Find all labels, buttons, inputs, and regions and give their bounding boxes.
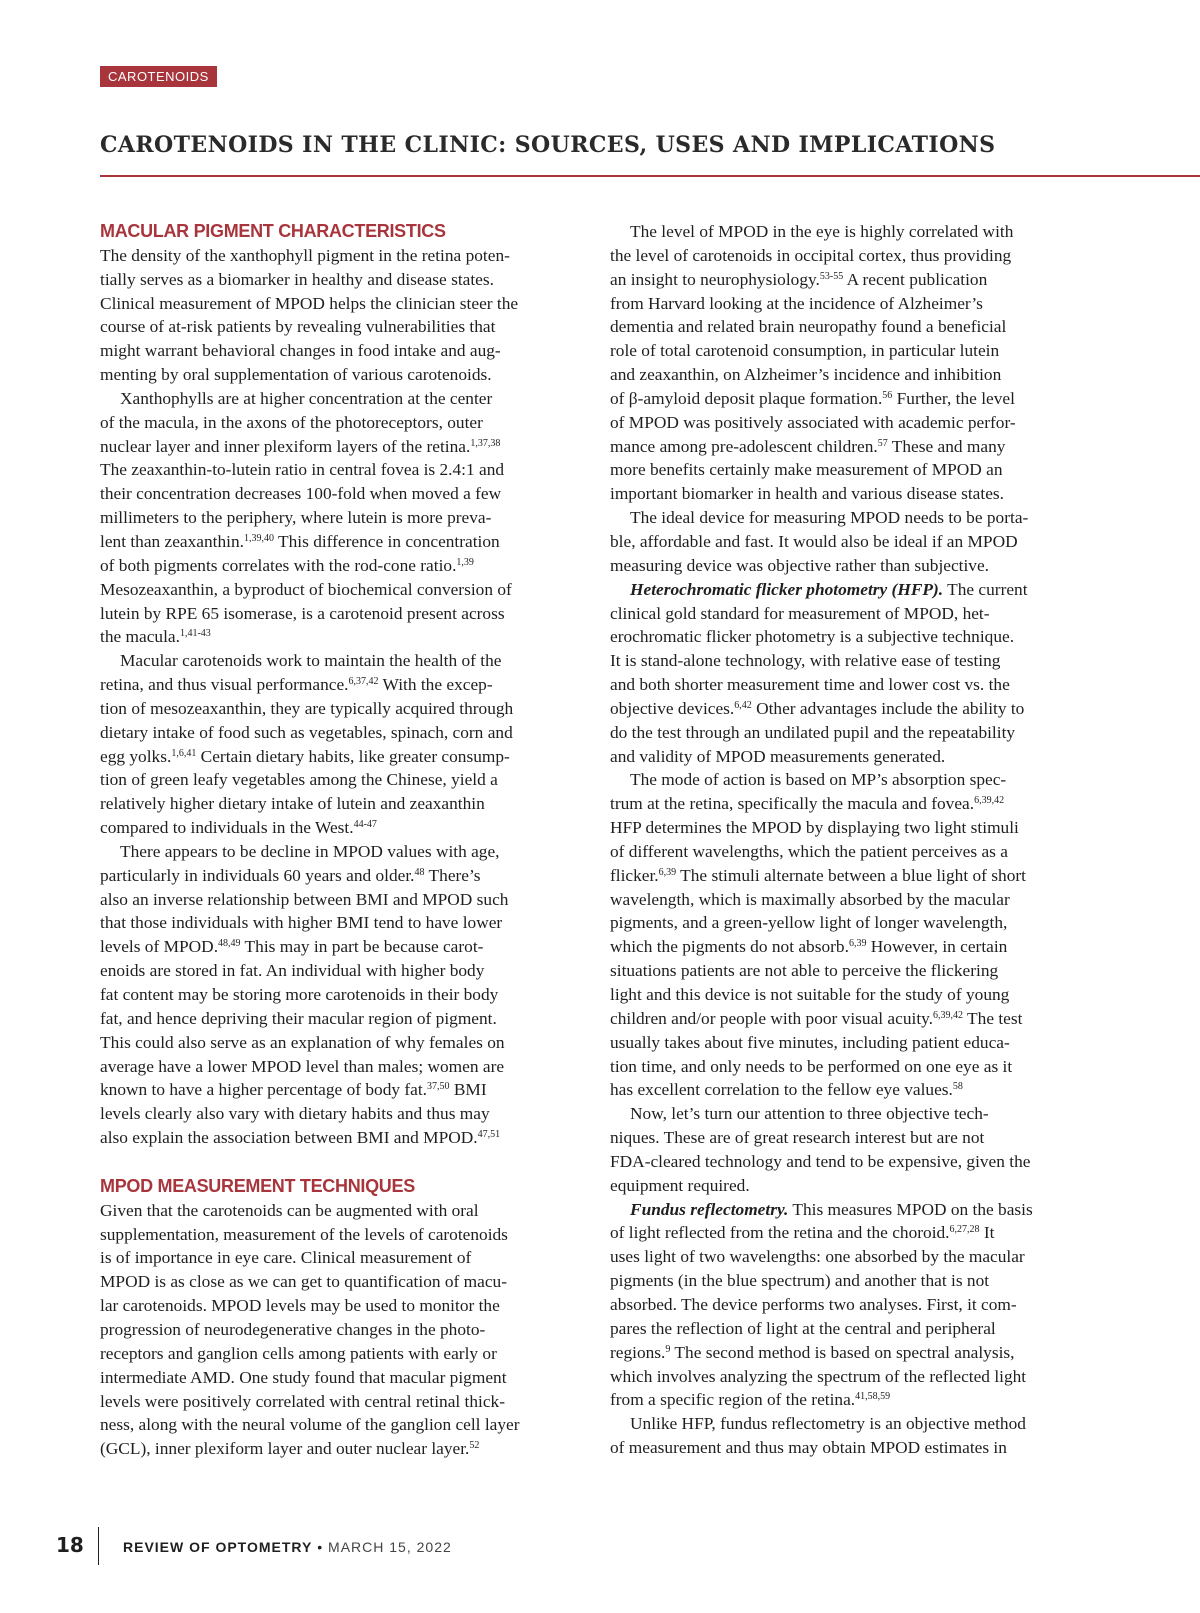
text-line: ness, along with the neural volume of the ganglion cell layer bbox=[100, 1415, 520, 1435]
text-run: trum at the retina, specifically the macula and fovea. bbox=[610, 794, 975, 814]
text-run: of both pigments correlates with the rod-cone ratio. bbox=[100, 555, 457, 575]
text-run: of β-amyloid deposit plaque formation. bbox=[610, 388, 883, 408]
text-line: which involves analyzing the spectrum of the reflected light bbox=[610, 1366, 1027, 1386]
text-run: It bbox=[979, 1223, 995, 1243]
section-tag: CAROTENOIDS bbox=[100, 66, 217, 87]
text-line: Macular carotenoids work to maintain the health of the bbox=[120, 651, 502, 671]
text-line: FDA-cleared technology and tend to be expensive, given the bbox=[610, 1151, 1031, 1171]
reference-superscript: 6,37,42 bbox=[348, 676, 379, 688]
text-line bbox=[610, 1388, 1090, 1412]
text-line: role of total carotenoid consumption, in particular lutein bbox=[610, 341, 1000, 361]
text-line: and zeaxanthin, on Alzheimer’s incidence and inhibition bbox=[610, 365, 1002, 385]
text-line bbox=[100, 816, 576, 840]
reference-superscript: 1,39,40 bbox=[244, 532, 274, 544]
reference-superscript: 6,27,28 bbox=[949, 1224, 980, 1236]
reference-superscript: 9 bbox=[665, 1343, 671, 1355]
reference-superscript: 52 bbox=[469, 1440, 480, 1452]
text-run: Other advantages include the ability to bbox=[751, 698, 1025, 718]
text-line bbox=[100, 1078, 576, 1102]
text-line bbox=[610, 387, 1090, 411]
text-line: pigments (in the blue spectrum) and another that is not bbox=[610, 1271, 990, 1291]
reference-superscript: 37,50 bbox=[427, 1081, 450, 1093]
text-line bbox=[610, 1007, 1090, 1031]
text-run: has excellent correlation to the fellow eye values. bbox=[610, 1080, 953, 1100]
text-run: However, in certain bbox=[866, 937, 1008, 957]
text-line: wavelength, which is maximally absorbed by the macular bbox=[610, 889, 1010, 909]
text-run: an insight to neurophysiology. bbox=[610, 269, 820, 289]
text-run: compared to individuals in the West. bbox=[100, 818, 354, 838]
text-line: The ideal device for measuring MPOD needs to be porta- bbox=[630, 508, 1029, 528]
text-run: (GCL), inner plexiform layer and outer nuclear layer. bbox=[100, 1439, 470, 1459]
text-run: also explain the association between BMI and MPOD. bbox=[100, 1128, 478, 1148]
text-run: children and/or people with poor visual acuity. bbox=[610, 1008, 934, 1028]
text-line: levels were positively correlated with central retinal thick- bbox=[100, 1391, 506, 1411]
reference-superscript: 6,39 bbox=[658, 866, 677, 878]
text-line: also an inverse relationship between BMI and MPOD such bbox=[100, 889, 509, 909]
text-line: of the macula, in the axons of the photoreceptors, outer bbox=[100, 412, 483, 432]
text-line: pares the reflection of light at the central and peripheral bbox=[610, 1318, 996, 1338]
text-line: fat content may be storing more carotenoids in their body bbox=[100, 985, 499, 1004]
footer-bullet: • bbox=[312, 1539, 329, 1555]
text-line: progression of neurodegenerative changes in the photo- bbox=[100, 1319, 486, 1339]
text-run: This measures MPOD on the basis bbox=[788, 1199, 1033, 1219]
text-line bbox=[100, 864, 576, 888]
text-run: egg yolks. bbox=[100, 746, 172, 766]
text-line bbox=[610, 578, 1090, 602]
text-line: clinical gold standard for measurement of MPOD, het- bbox=[610, 603, 990, 623]
text-line: Clinical measurement of MPOD helps the clinician steer the bbox=[100, 293, 519, 313]
issue-date: MARCH 15, 2022 bbox=[328, 1539, 452, 1555]
reference-superscript: 47,51 bbox=[477, 1129, 501, 1141]
footer-divider bbox=[98, 1527, 99, 1565]
text-line: Unlike HFP, fundus reflectometry is an objective method bbox=[630, 1414, 1026, 1434]
text-line: is of importance in eye care. Clinical measurement of bbox=[100, 1248, 472, 1268]
title-divider bbox=[100, 175, 1200, 177]
text-line: and validity of MPOD measurements generated. bbox=[610, 746, 946, 766]
text-line: It is stand-alone technology, with relative ease of testing bbox=[610, 651, 1001, 671]
text-line bbox=[610, 435, 1090, 459]
reference-superscript: 56 bbox=[882, 389, 893, 401]
text-line: more benefits certainly make measurement of MPOD an bbox=[610, 460, 1003, 480]
text-line: Xanthophylls are at higher concentration at the center bbox=[120, 388, 493, 408]
text-run: This difference in concentration bbox=[274, 531, 500, 551]
text-run: There’s bbox=[424, 865, 481, 885]
text-line: enoids are stored in fat. An individual with higher body bbox=[100, 961, 485, 981]
text-run: the macula. bbox=[100, 627, 180, 647]
footer-publication bbox=[123, 1539, 452, 1555]
text-line: menting by oral supplementation of various carotenoids. bbox=[100, 365, 492, 385]
text-run: These and many bbox=[887, 436, 1006, 456]
text-run: With the excep- bbox=[378, 675, 493, 695]
reference-superscript: 48,49 bbox=[218, 938, 241, 950]
text-run: lent than zeaxanthin. bbox=[100, 531, 244, 551]
text-line bbox=[610, 1341, 1090, 1365]
text-run: The second method is based on spectral analysis, bbox=[670, 1342, 1015, 1362]
text-line: tion of green leafy vegetables among the Chinese, yield a bbox=[100, 770, 498, 790]
section-heading-mpod-measurement: MPOD MEASUREMENT TECHNIQUES bbox=[100, 1175, 415, 1196]
left-column bbox=[100, 220, 576, 1461]
text-line bbox=[610, 792, 1090, 816]
text-line: usually takes about five minutes, including patient educa- bbox=[610, 1032, 1010, 1052]
reference-superscript: 6,39,42 bbox=[974, 795, 1005, 807]
reference-superscript: 1,37,38 bbox=[470, 437, 501, 449]
text-line: fat, and hence depriving their macular region of pigment. bbox=[100, 1008, 497, 1028]
text-line bbox=[100, 625, 576, 649]
text-line: light and this device is not suitable for the study of young bbox=[610, 985, 1010, 1004]
text-line: receptors and ganglion cells among patients with early or bbox=[100, 1343, 497, 1363]
text-line: of MPOD was positively associated with academic perfor- bbox=[610, 412, 1016, 432]
spacer bbox=[100, 1150, 576, 1175]
right-column bbox=[610, 220, 1090, 1460]
text-line: levels clearly also vary with dietary habits and thus may bbox=[100, 1104, 490, 1124]
text-line: intermediate AMD. One study found that macular pigment bbox=[100, 1367, 507, 1387]
text-line: dietary intake of food such as vegetables, spinach, corn and bbox=[100, 722, 513, 742]
subheading-fundus-reflectometry: Fundus reflectometry. bbox=[630, 1199, 789, 1219]
text-line: from Harvard looking at the incidence of Alzheimer’s bbox=[610, 293, 983, 313]
text-line: important biomarker in health and various disease states. bbox=[610, 484, 1004, 504]
reference-superscript: 1,39 bbox=[456, 556, 474, 568]
text-run: Certain dietary habits, like greater consump- bbox=[196, 746, 510, 766]
text-line: The zeaxanthin-to-lutein ratio in central fovea is 2.4:1 and bbox=[100, 460, 505, 480]
text-line bbox=[100, 935, 576, 959]
text-line: measuring device was objective rather than subjective. bbox=[610, 555, 990, 575]
text-line: course of at-risk patients by revealing vulnerabilities that bbox=[100, 317, 496, 337]
text-line bbox=[610, 1198, 1090, 1222]
text-line bbox=[610, 1078, 1090, 1102]
text-line: The density of the xanthophyll pigment in the retina poten- bbox=[100, 245, 510, 265]
text-line: situations patients are not able to perceive the flickering bbox=[610, 961, 999, 981]
text-run: objective devices. bbox=[610, 698, 735, 718]
text-line: The level of MPOD in the eye is highly correlated with bbox=[630, 222, 1014, 241]
reference-superscript: 1,41-43 bbox=[179, 628, 211, 640]
reference-superscript: 57 bbox=[877, 437, 888, 449]
text-run: This may in part be because carot- bbox=[240, 937, 484, 957]
section-heading-macular-pigment: MACULAR PIGMENT CHARACTERISTICS bbox=[100, 221, 446, 241]
text-line: pigments, and a green-yellow light of longer wavelength, bbox=[610, 913, 1008, 933]
text-line: might warrant behavioral changes in food intake and aug- bbox=[100, 341, 501, 361]
text-run: Further, the level bbox=[892, 388, 1015, 408]
subheading-hfp: Heterochromatic flicker photometry (HFP). bbox=[630, 579, 944, 599]
reference-superscript: 58 bbox=[952, 1081, 963, 1093]
text-line bbox=[610, 1221, 1090, 1245]
text-line bbox=[100, 673, 576, 697]
text-run: BMI bbox=[449, 1080, 487, 1100]
text-line: Now, let’s turn our attention to three objective tech- bbox=[630, 1104, 989, 1124]
text-line bbox=[100, 1437, 576, 1461]
text-line: uses light of two wavelengths: one absorbed by the macular bbox=[610, 1247, 1025, 1267]
text-line: average have a lower MPOD level than males; women are bbox=[100, 1056, 505, 1076]
publication-name: REVIEW OF OPTOMETRY bbox=[123, 1539, 313, 1555]
text-line bbox=[100, 1126, 576, 1150]
text-line: millimeters to the periphery, where lutein is more preva- bbox=[100, 508, 492, 528]
text-run: The current bbox=[943, 579, 1028, 599]
text-line: lutein by RPE 65 isomerase, is a carotenoid present across bbox=[100, 603, 505, 623]
text-run: known to have a higher percentage of body fat. bbox=[100, 1080, 427, 1100]
text-line: and both shorter measurement time and lower cost vs. the bbox=[610, 675, 1010, 695]
text-line: ble, affordable and fast. It would also be ideal if an MPOD bbox=[610, 531, 1018, 551]
text-line: of different wavelengths, which the patient perceives as a bbox=[610, 841, 1008, 861]
text-run: of light reflected from the retina and the choroid. bbox=[610, 1223, 950, 1243]
text-line: tion of mesozeaxanthin, they are typically acquired through bbox=[100, 698, 514, 718]
text-run: particularly in individuals 60 years and older. bbox=[100, 865, 415, 885]
text-run: The test bbox=[963, 1008, 1023, 1028]
text-run: mance among pre-adolescent children. bbox=[610, 436, 878, 456]
text-line: tion time, and only needs to be performed on one eye as it bbox=[610, 1056, 1013, 1076]
text-run: flicker. bbox=[610, 865, 659, 885]
text-run: from a specific region of the retina. bbox=[610, 1390, 856, 1410]
text-line: absorbed. The device performs two analyses. First, it com- bbox=[610, 1294, 1017, 1314]
reference-superscript: 48 bbox=[414, 866, 425, 878]
text-line: relatively higher dietary intake of lutein and zeaxanthin bbox=[100, 794, 485, 814]
text-line: their concentration decreases 100-fold when moved a few bbox=[100, 484, 502, 504]
reference-superscript: 44-47 bbox=[353, 819, 377, 831]
reference-superscript: 41,58,59 bbox=[855, 1391, 891, 1403]
text-line bbox=[100, 554, 576, 578]
reference-superscript: 1,6,41 bbox=[171, 747, 197, 759]
text-line: dementia and related brain neuropathy found a beneficial bbox=[610, 317, 1007, 337]
text-line bbox=[100, 745, 576, 769]
text-line: There appears to be decline in MPOD values with age, bbox=[120, 841, 500, 861]
text-run: nuclear layer and inner plexiform layers of the retina. bbox=[100, 436, 471, 456]
text-line: The mode of action is based on MP’s absorption spec- bbox=[630, 770, 1007, 790]
text-run: The stimuli alternate between a blue light of short bbox=[676, 865, 1026, 885]
text-line bbox=[610, 864, 1090, 888]
reference-superscript: 6,42 bbox=[734, 699, 752, 711]
text-run: levels of MPOD. bbox=[100, 937, 219, 957]
text-run: which the pigments do not absorb. bbox=[610, 937, 849, 957]
text-line: that those individuals with higher BMI tend to have lower bbox=[100, 913, 503, 933]
text-line bbox=[610, 935, 1090, 959]
text-line bbox=[100, 435, 576, 459]
text-line bbox=[100, 530, 576, 554]
text-line: do the test through an undilated pupil and the repeatability bbox=[610, 722, 1016, 742]
text-line bbox=[610, 697, 1090, 721]
text-run: A recent publication bbox=[843, 269, 988, 289]
text-line: This could also serve as an explanation of why females on bbox=[100, 1032, 505, 1052]
text-line: supplementation, measurement of the levels of carotenoids bbox=[100, 1224, 508, 1244]
text-line: the level of carotenoids in occipital cortex, thus providing bbox=[610, 245, 1012, 265]
article-title: CAROTENOIDS IN THE CLINIC: SOURCES, USES AND IMPLICATIONS bbox=[100, 132, 996, 158]
text-line: equipment required. bbox=[610, 1175, 750, 1195]
reference-superscript: 6,39 bbox=[848, 938, 867, 950]
reference-superscript: 6,39,42 bbox=[933, 1009, 964, 1021]
text-line: HFP determines the MPOD by displaying two light stimuli bbox=[610, 818, 1019, 838]
text-line: Mesozeaxanthin, a byproduct of biochemical conversion of bbox=[100, 579, 512, 599]
text-line: of measurement and thus may obtain MPOD estimates in bbox=[610, 1438, 1007, 1458]
text-line: lar carotenoids. MPOD levels may be used to monitor the bbox=[100, 1296, 500, 1316]
text-line: MPOD is as close as we can get to quantification of macu- bbox=[100, 1272, 507, 1292]
text-run: retina, and thus visual performance. bbox=[100, 675, 349, 695]
page-number: 18 bbox=[56, 1533, 84, 1557]
text-run: regions. bbox=[610, 1342, 666, 1362]
text-line: tially serves as a biomarker in healthy and disease states. bbox=[100, 269, 494, 289]
text-line: Given that the carotenoids can be augmented with oral bbox=[100, 1200, 479, 1220]
text-line: niques. These are of great research interest but are not bbox=[610, 1128, 985, 1148]
text-line: erochromatic flicker photometry is a subjective technique. bbox=[610, 627, 1015, 647]
text-line bbox=[610, 268, 1090, 292]
reference-superscript: 53-55 bbox=[819, 270, 844, 282]
